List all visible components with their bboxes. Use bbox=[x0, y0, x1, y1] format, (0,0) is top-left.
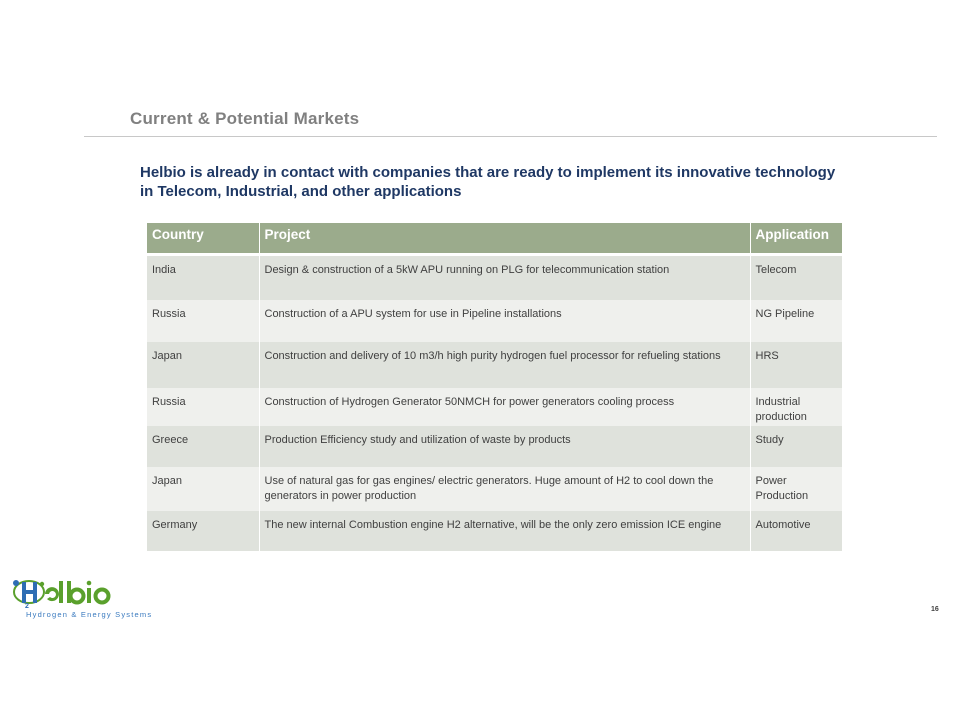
intro-text: Helbio is already in contact with companies that are ready to implement its innovative technology in Telecom, Industrial, and other applications bbox=[140, 164, 836, 200]
cell-application: Power Production bbox=[750, 467, 842, 511]
table-row bbox=[147, 300, 842, 342]
molecule-dot bbox=[40, 582, 44, 586]
helbio-logo-mark bbox=[12, 574, 147, 610]
title-divider bbox=[84, 136, 937, 137]
cell-project: Construction and delivery of 10 m3/h high purity hydrogen fuel processor for refueling stations bbox=[259, 342, 750, 388]
header-project: Project bbox=[259, 223, 750, 255]
table-row bbox=[147, 511, 842, 551]
cell-project: Use of natural gas for gas engines/ electric generators. Huge amount of H2 to cool down the generators in power production bbox=[259, 467, 750, 511]
table-header-row bbox=[147, 223, 842, 255]
logo-wordmark-shapes bbox=[45, 581, 109, 603]
table-row bbox=[147, 467, 842, 511]
header-country: Country bbox=[147, 223, 259, 255]
helbio-logo bbox=[12, 574, 153, 622]
cell-application: Telecom bbox=[750, 255, 842, 300]
cell-project: Production Efficiency study and utilization of waste by products bbox=[259, 426, 750, 467]
cell-project: Construction of Hydrogen Generator 50NMCH for power generators cooling process bbox=[259, 388, 750, 426]
cell-country: Japan bbox=[147, 342, 259, 388]
cell-country: Greece bbox=[147, 426, 259, 467]
cell-country: India bbox=[147, 255, 259, 300]
cell-project: Construction of a APU system for use in Pipeline installations bbox=[259, 300, 750, 342]
logo-subscript-2: 2 bbox=[25, 603, 29, 610]
markets-table bbox=[147, 223, 842, 551]
table-row bbox=[147, 342, 842, 388]
cell-country: Germany bbox=[147, 511, 259, 551]
cell-application: Automotive bbox=[750, 511, 842, 551]
cell-project: Design & construction of a 5kW APU running on PLG for telecommunication station bbox=[259, 255, 750, 300]
page-number: 16 bbox=[931, 606, 939, 613]
slide-title: Current & Potential Markets bbox=[130, 109, 360, 128]
cell-project: The new internal Combustion engine H2 alternative, will be the only zero emission ICE engine bbox=[259, 511, 750, 551]
cell-country: Russia bbox=[147, 300, 259, 342]
cell-country: Japan bbox=[147, 467, 259, 511]
table-row bbox=[147, 255, 842, 300]
cell-application: HRS bbox=[750, 342, 842, 388]
table-row bbox=[147, 388, 842, 426]
cell-application: Study bbox=[750, 426, 842, 467]
table-row bbox=[147, 426, 842, 467]
header-application: Application bbox=[750, 223, 842, 255]
molecule-dot bbox=[13, 580, 19, 586]
logo-subtitle: Hydrogen & Energy Systems bbox=[26, 610, 153, 619]
cell-country: Russia bbox=[147, 388, 259, 426]
logo-h-letter bbox=[22, 582, 37, 603]
cell-application: NG Pipeline bbox=[750, 300, 842, 342]
cell-application: Industrial production bbox=[750, 388, 842, 426]
